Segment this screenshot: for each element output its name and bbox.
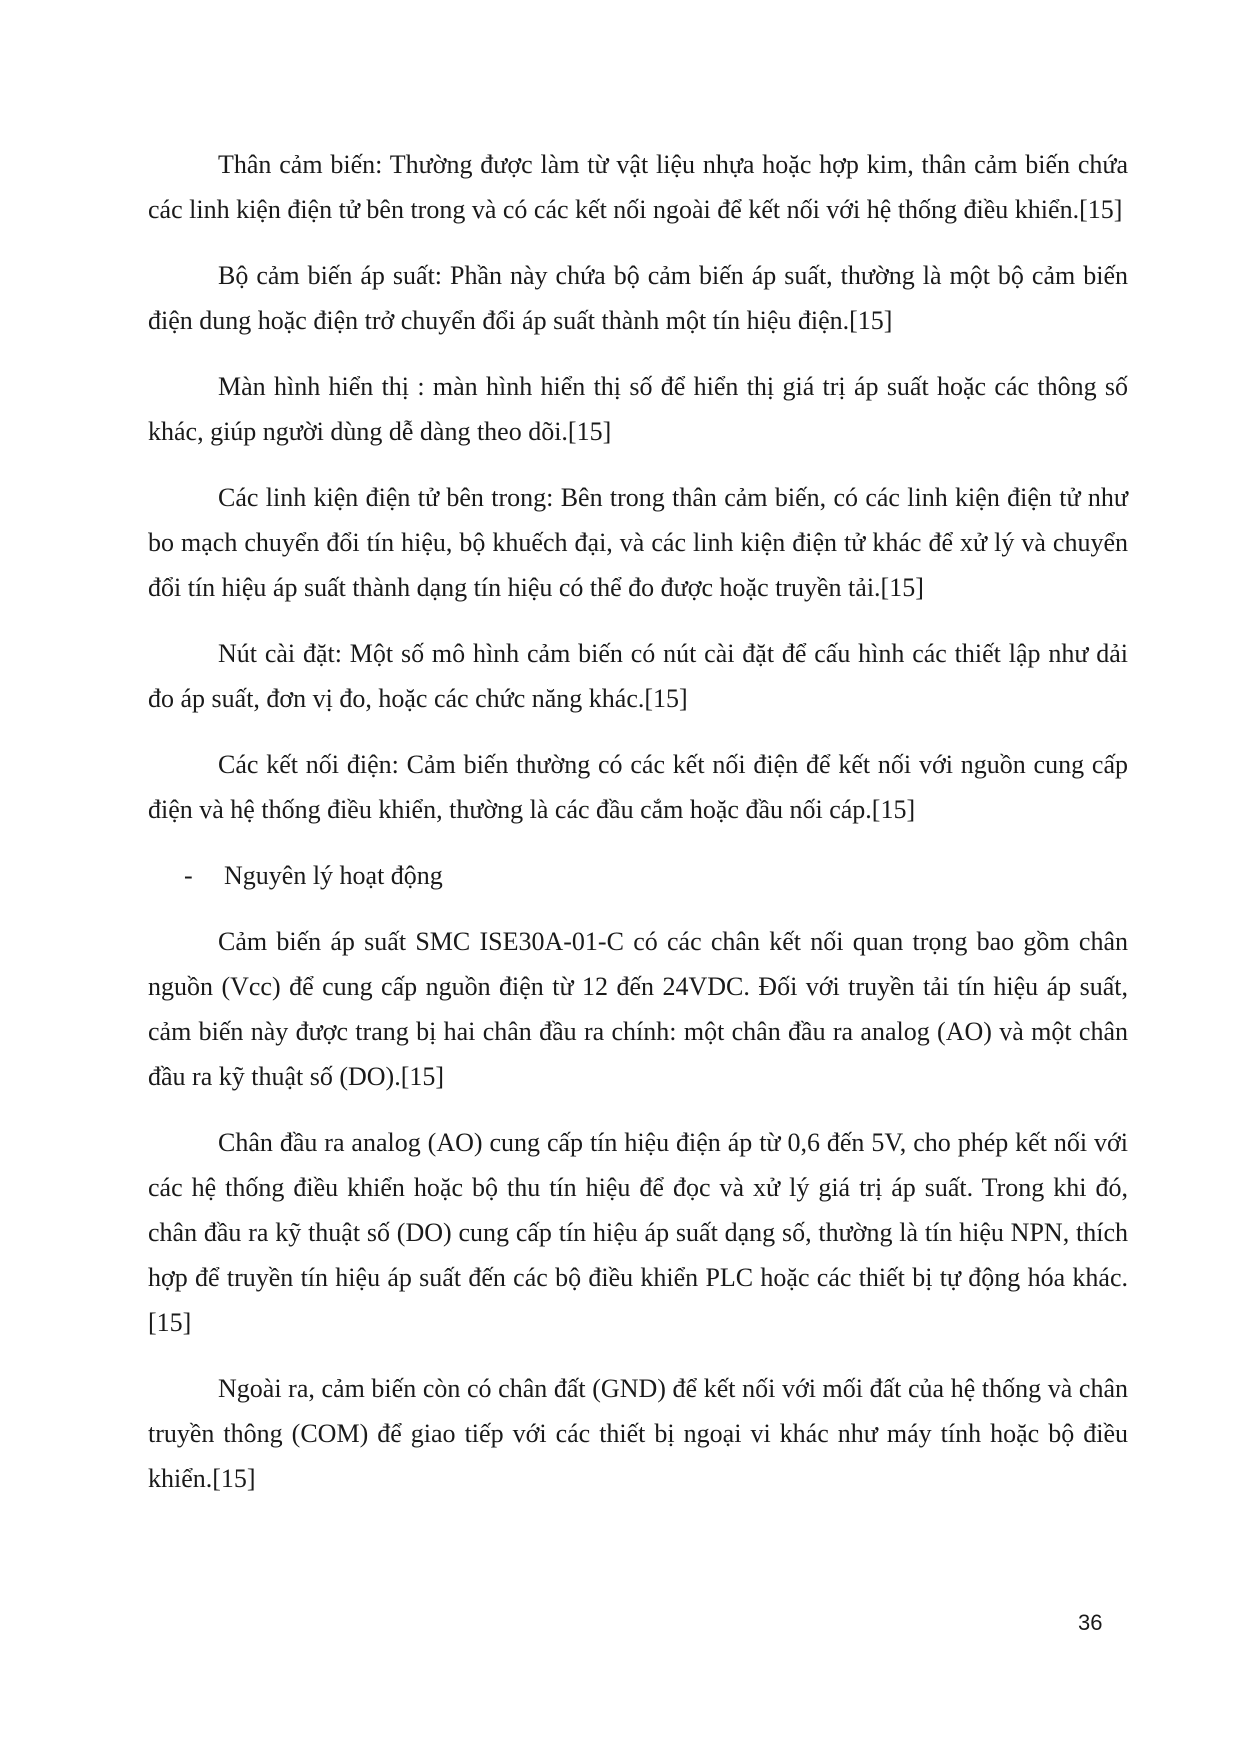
paragraph-internal-components: Các linh kiện điện tử bên trong: Bên trong thân cảm biến, có các linh kiện điện tử như bo mạch chuyển đổi tín hiệu, bộ khuếch đại, và các linh kiện điện tử khác để xử lý và chuyển đổi tín hiệu áp suất thành dạng tín hiệu có thể đo được hoặc truyền tải.[15] bbox=[148, 483, 1128, 602]
section-heading-text: Nguyên lý hoạt động bbox=[224, 861, 443, 890]
paragraph-pin-overview: Cảm biến áp suất SMC ISE30A-01-C có các chân kết nối quan trọng bao gồm chân nguồn (Vcc) để cung cấp nguồn điện từ 12 đến 24VDC. Đối với truyền tải tín hiệu áp suất, cảm biến này được trang bị hai chân đầu ra chính: một chân đầu ra analog (AO) và một chân đầu ra kỹ thuật số (DO).[15] bbox=[148, 927, 1128, 1091]
paragraph-display: Màn hình hiển thị : màn hình hiển thị số để hiển thị giá trị áp suất hoặc các thông số khác, giúp người dùng dễ dàng theo dõi.[15] bbox=[148, 372, 1128, 446]
paragraph-analog-digital-outputs: Chân đầu ra analog (AO) cung cấp tín hiệu điện áp từ 0,6 đến 5V, cho phép kết nối với các hệ thống điều khiển hoặc bộ thu tín hiệu để đọc và xử lý giá trị áp suất. Trong khi đó, chân đầu ra kỹ thuật số (DO) cung cấp tín hiệu áp suất dạng số, thường là tín hiệu NPN, thích hợp để truyền tín hiệu áp suất đến các bộ điều khiển PLC hoặc các thiết bị tự động hóa khác.[15] bbox=[148, 1128, 1128, 1337]
section-heading-operating-principle bbox=[148, 853, 1128, 898]
paragraph-gnd-com: Ngoài ra, cảm biến còn có chân đất (GND) để kết nối với mối đất của hệ thống và chân truyền thông (COM) để giao tiếp với các thiết bị ngoại vi khác như máy tính hoặc bộ điều khiển.[15] bbox=[148, 1374, 1128, 1493]
paragraph-sensor-body: Thân cảm biến: Thường được làm từ vật liệu nhựa hoặc hợp kim, thân cảm biến chứa các linh kiện điện tử bên trong và có các kết nối ngoài để kết nối với hệ thống điều khiển.[15] bbox=[148, 150, 1128, 224]
page-number: 36 bbox=[1078, 1610, 1103, 1635]
paragraph-pressure-sensor: Bộ cảm biến áp suất: Phần này chứa bộ cảm biến áp suất, thường là một bộ cảm biến điện dung hoặc điện trở chuyển đổi áp suất thành một tín hiệu điện.[15] bbox=[148, 261, 1128, 335]
paragraph-electrical-connections: Các kết nối điện: Cảm biến thường có các kết nối điện để kết nối với nguồn cung cấp điện và hệ thống điều khiển, thường là các đầu cắm hoặc đầu nối cáp.[15] bbox=[148, 750, 1128, 824]
bullet-dash: - bbox=[184, 861, 193, 890]
document-page bbox=[148, 142, 1128, 1522]
paragraph-setting-buttons: Nút cài đặt: Một số mô hình cảm biến có nút cài đặt để cấu hình các thiết lập như dải đo áp suất, đơn vị đo, hoặc các chức năng khác.[15] bbox=[148, 639, 1128, 713]
